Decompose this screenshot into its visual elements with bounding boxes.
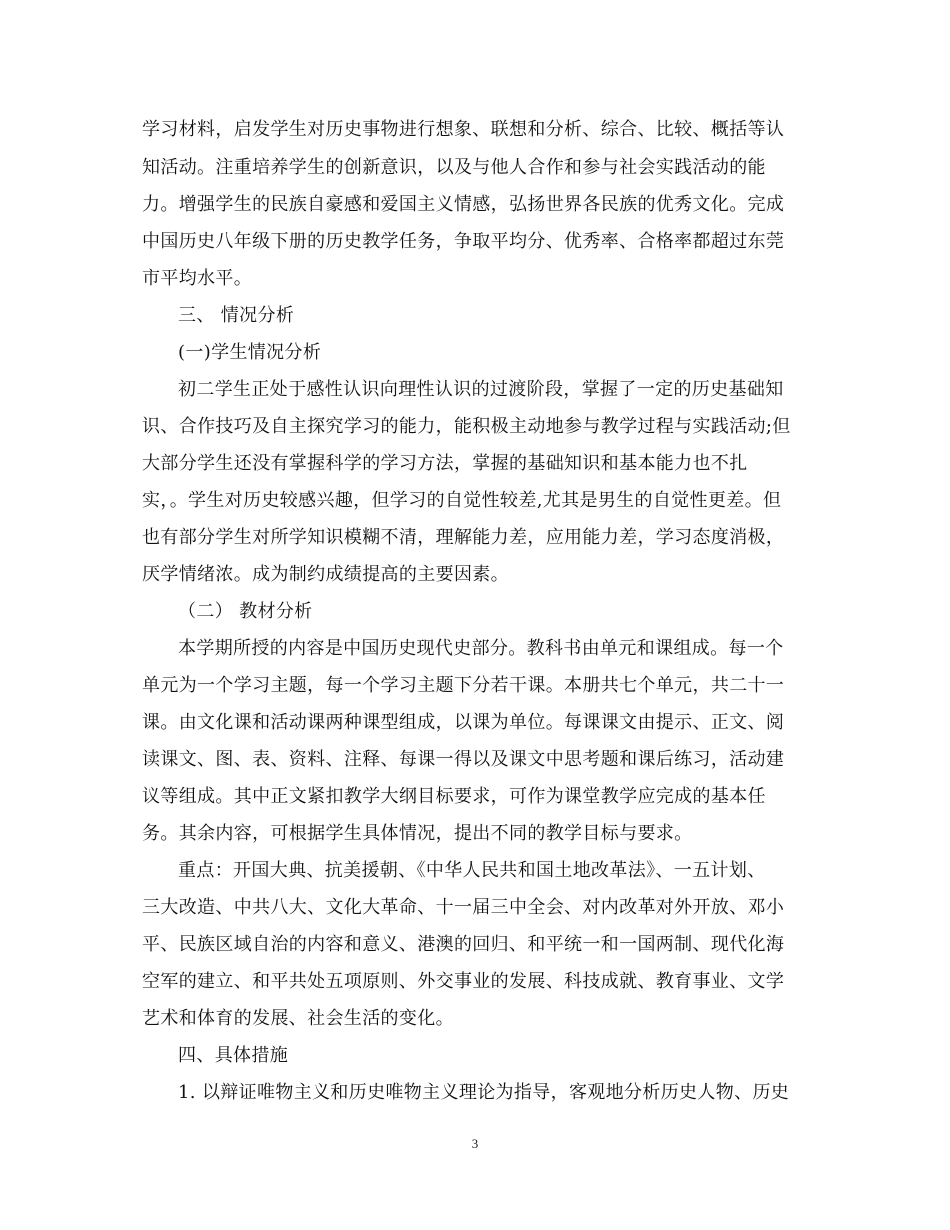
text-line: 议等组成。其中正文紧扣教学大纲目标要求，可作为课堂教学应完成的基本任 xyxy=(142,786,766,807)
text-line: 厌学情绪浓。成为制约成绩提高的主要因素。 xyxy=(142,564,509,585)
text-line: 读课文、图、表、资料、注释、每课一得以及课文中思考题和课后练习，活动建 xyxy=(142,749,785,770)
text-line: 知活动。注重培养学生的创新意识，以及与他人合作和参与社会实践活动的能 xyxy=(142,157,766,178)
text-line: 务。其余内容，可根据学生具体情况，提出不同的教学目标与要求。 xyxy=(142,823,693,844)
text-line: 三大改造、中共八大、文化大革命、十一届三中全会、对内改革对外开放、邓小 xyxy=(142,897,785,918)
text-line: 也有部分学生对所学知识模糊不清，理解能力差，应用能力差，学习态度消极， xyxy=(142,527,785,548)
text-line: 大部分学生还没有掌握科学的学习方法，掌握的基础知识和基本能力也不扎 xyxy=(142,453,748,474)
text-line: 学习材料，启发学生对历史事物进行想象、联想和分析、综合、比较、概括等认 xyxy=(142,119,785,140)
text-line: 市平均水平。 xyxy=(142,268,253,289)
subsection-heading: (一)学生情况分析 xyxy=(178,342,322,363)
text-line: 艺术和体育的发展、社会生活的变化。 xyxy=(142,1008,454,1029)
text-line: 初二学生正处于感性认识向理性认识的过渡阶段，掌握了一定的历史基础知 xyxy=(178,379,784,400)
section-heading: 四、具体措施 xyxy=(178,1045,289,1066)
text-line: 课。由文化课和活动课两种课型组成，以课为单位。每课课文由提示、正文、阅 xyxy=(142,712,785,733)
text-line: 单元为一个学习主题，每一个学习主题下分若干课。本册共七个单元，共二十一 xyxy=(142,675,785,696)
subsection-heading: （二） 教材分析 xyxy=(178,601,313,622)
text-line: 识、合作技巧及自主探究学习的能力，能积极主动地参与教学过程与实践活动;但 xyxy=(142,416,791,437)
text-line: 1. 以辩证唯物主义和历史唯物主义理论为指导，客观地分析历史人物、历史 xyxy=(178,1082,790,1103)
text-line: 空军的建立、和平共处五项原则、外交事业的发展、科技成就、教育事业、文学 xyxy=(142,971,785,992)
text-line: 本学期所授的内容是中国历史现代史部分。教科书由单元和课组成。每一个 xyxy=(178,638,784,659)
section-heading: 三、 情况分析 xyxy=(178,305,295,326)
text-line: 平、民族区域自治的内容和意义、港澳的回归、和平统一和一国两制、现代化海 xyxy=(142,934,785,955)
page-number: 3 xyxy=(471,1136,479,1151)
text-line: 力。增强学生的民族自豪感和爱国主义情感，弘扬世界各民族的优秀文化。完成 xyxy=(142,194,785,215)
text-line: 实，。学生对历史较感兴趣，但学习的自觉性较差,尤其是男生的自觉性更差。但 xyxy=(142,490,782,511)
text-line: 重点：开国大典、抗美援朝、《中华人民共和国土地改革法》、一五计划、 xyxy=(178,860,766,881)
text-line: 中国历史八年级下册的历史教学任务，争取平均分、优秀率、合格率都超过东莞 xyxy=(142,231,785,252)
